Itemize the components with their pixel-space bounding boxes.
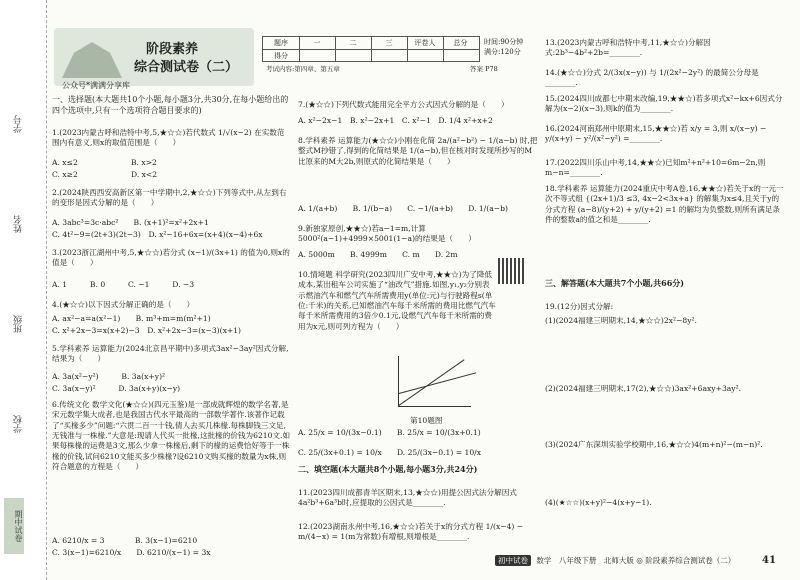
q10-options-cd: C. 25/(3x+0.1) = 10/x D. 25/(3x−0.1) = 10/x [298, 447, 481, 457]
q6-options-ab: A. 6210/x = 3 B. 3(x−1)=6210 [52, 535, 198, 545]
question-11: 11.(2023四川成都青羊区期末,13,★☆☆)用提公因式法分解因式4a²b³+6a³b时,应提取的公因式是________. [298, 487, 517, 508]
q5-options-cd: C. 3a(x−y)² D. 3a(x+y)(x−y) [52, 383, 181, 393]
school-label: 学校 [14, 415, 24, 433]
score-header-cell: 题序 [263, 37, 300, 49]
figure-10-graph [398, 356, 471, 407]
title-line1: 阶段素养 [146, 42, 199, 57]
question-10: 10.情境题 科学研究(2023四川广安中考,★★☆)为了降低成本,某出租车公司实施了“油改气”措施.如图,y₁,y₂分别表示燃油汽车和燃气汽车所需费用y(单位:元)与行驶路程s(单位:千米)的关系,已知燃油汽车每千米所需的费用比燃气汽车每千米所需费用的3倍少0.1元,设燃气汽车每千米所需的费用为x元,则可列方程为（ ） [298, 269, 496, 331]
graph-line-y1 [398, 359, 464, 406]
building-illustration [62, 42, 122, 78]
time-info [484, 38, 523, 58]
section-2-heading: 二、填空题(本大题共8个小题,每小题3分,共24分) [298, 464, 478, 474]
score-cell[interactable] [299, 50, 336, 62]
question-19: 19.(12分)因式分解: [545, 301, 614, 311]
q19-part2: (2)(2024福建三明期末,17(2),★☆☆)3ax²+6axy+3ay². [545, 383, 742, 393]
section-1-heading: 一、选择题(本大题共10个小题,每小题3分,共30分,在每小题给出的四个选项中,只有一个选项符合题目要求的) [52, 95, 289, 115]
q8-options: A. 1/(a+b) B. 1/(b−a) C. −1/(a+b) D. 1/(a−b) [298, 203, 508, 213]
graph-line-y2 [399, 372, 477, 394]
question-14: 14.(★☆☆)分式 2/(3x(x−y)) 与 1/(2x²−2y²) 的最简公分母是________. [545, 67, 759, 88]
score-cell[interactable] [407, 50, 444, 62]
score-cell[interactable] [371, 50, 408, 62]
page-number: 41 [762, 555, 776, 566]
question-13: 13.(2023内蒙古呼和浩特中考,11,★☆☆)分解因式:2b³−4b²+2b=________. [545, 37, 711, 58]
q19-part4: (4)(★☆☆)(x+y)²−4(x+y−1). [545, 497, 652, 507]
question-6: 6.传统文化 数学文化(★☆☆)(四元玉鉴)是一部成就辉煌的数学名著,是宋元数学集大成者,也是我国古代水平最高的一部数学著作.该著作记载了“买椽多少”问题:“六贯二百一十钱,倩人去买几株椽.每株脚钱三文足,无钱准与一株椽.”大意是:现请人代买一批椽,这批椽的价钱为6210文.如果每株椽的运费是3文,那么少拿一株椽后,剩下的椽的运费恰好等于一株椽的价钱,试问6210文能买多少株椽?设6210文购买椽的数量为x株,则符合题意的方程是（ ） [52, 399, 291, 472]
q4-options-ab: A. ax²−a=a(x²−1) B. m³+m=m(m²+1) [52, 313, 211, 323]
q6-options-cd: C. 3(x−1)=6210/x D. 6210/(x−1) = 3x [52, 547, 211, 557]
score-row-label: 得分 [263, 50, 300, 62]
question-7: 7.(★☆☆)下列代数式能用完全平方公式因式分解的是（ ） [298, 99, 509, 109]
q2-options-ab: A. 3abc³=3c·abc² B. (x+1)²=x²+2x+1 [52, 217, 209, 227]
footer-text: 数学 八年级下册 北师大版 ◎ 阶段素养综合测试卷（二） [536, 556, 736, 565]
score-cell[interactable] [335, 50, 372, 62]
question-4: 4.(★☆☆)以下因式分解正确的是（ ） [52, 299, 195, 309]
score-header-cell: 评卷人 [407, 37, 444, 49]
full-score-text: 满分:120分 [484, 47, 521, 56]
question-3: 3.(2023浙江湖州中考,5,★☆☆)若分式 (x−1)/(3x+1) 的值为0,则x的值是（ ） [52, 247, 290, 268]
question-15: 15.(2024四川成都七中期末改编,19,★★☆)若多项式x²−kx+6因式分解为(x−2)(x−3),则k的值为________. [545, 93, 783, 114]
score-table [262, 36, 480, 62]
figure-10-caption: 第10题图 [410, 415, 443, 425]
question-5: 5.学科素养 运算能力(2024北京昌平期中)多项式3ax²−3ay²因式分解,结果为（ ） [52, 343, 289, 364]
score-header-cell: 总分 [453, 39, 468, 47]
q19-part3: (3)(2024广东深圳实验学校期中,16,★☆☆)4(m+n)²−(m−n)². [545, 439, 763, 449]
score-header-cell: 一 [299, 37, 336, 49]
q10-options-ab: A. 25/x = 10/(3x−0.1) B. 25/x = 10/(3x+0.1) [298, 427, 481, 437]
score-header-cell: 二 [335, 37, 372, 49]
question-1: 1.(2023内蒙古呼和浩特中考,5,★☆☆)若代数式 1/√(x−2) 在实数范围内有意义,则x的取值范围是（ ） [52, 127, 285, 148]
title-banner [54, 28, 254, 86]
public-account-text: 公众号*满满分享库 [62, 81, 130, 90]
question-9: 9.新独家原创,★★☆)若a−1=m,计算5000²(a−1)+4999×5001(1−a)的结果是（ ） [298, 223, 476, 244]
q19-part1: (1)(2024福建三明期末,14,★☆☆)2x²−8y². [545, 315, 697, 325]
question-17: 17.(2022四川乐山中考,14,★★☆)已知m²+n²+10=6m−2n,则m−n=________. [545, 157, 766, 178]
question-8: 8.学科素养 运算能力(★☆☆)小刚在化简 2a/(a²−b²) − 1/(a−b) 时,把整式M抄错了,得到的化简结果是 1/(a−b),但在核对时发现所抄写的M比原来的M大2b,则原式的化简结果是（ ） [298, 135, 538, 166]
question-12: 12.(2023湖南永州中考,16,★☆☆)若关于x的分式方程 1/(x−4) − m/(4−x) = 1(m为常数)有增根,则增根是________. [298, 521, 524, 542]
q5-options-ab: A. 3a(x²−y²) B. 3a(x+y)² [52, 371, 166, 381]
exam-scope: 考试内容:第四章、第五章 [266, 65, 340, 73]
score-cell[interactable] [443, 50, 478, 62]
question-18: 18.学科素养 运算能力(2024重庆中考A卷,16,★★☆)若关于x的一元一次不等式组 {(2x+1)/3 ≤3, 4x−2<3x+a} 的解集为x≤4,且关于y的分式方程 (a−8)/(y+2) + y/(y+2) =1 的解均为负整数,则所有满足条件的整数a的值之和是________. [545, 183, 784, 224]
time-text: 时间:90分钟 [484, 38, 524, 46]
page-footer [495, 555, 735, 566]
q3-options: A. 1 B. 0 C. −1 D. −3 [52, 279, 195, 289]
class-label: 班级 [14, 315, 24, 333]
title-line2: 综合测试卷（二） [134, 60, 239, 75]
answer-ref: 答案 P78 [470, 65, 498, 73]
footer-badge: 初中试卷 [495, 555, 531, 566]
binding-strip [0, 0, 47, 580]
q4-options-cd: C. x²+2x−3=x(x+2)−3 D. x²+2x−3=(x−3)(x+1) [52, 325, 242, 335]
q2-options-cd: C. 4t²−9=(2t+3)(2t−3) D. x²−16+6x=(x+4)(x−4)+6x [52, 229, 263, 239]
question-16: 16.(2024河南郑州中原期末,15,★★☆)若 x/y = 3,则 x/(x−y) − y/(x+y) − y²/(x²−y²) =________. [545, 123, 767, 144]
q1-options-cd: C. x≥2 D. x<2 [52, 169, 158, 179]
score-header-cell: 三 [371, 37, 408, 49]
student-id-label: 学号 [14, 115, 24, 133]
exam-badge: 期中试卷 [4, 498, 24, 554]
question-2: 2.(2024陕西西安高新区第一中学期中,2,★☆☆)下列等式中,从左到右的变形是因式分解的是（ ） [52, 187, 287, 208]
q9-options: A. 5000m B. 4999m C. m D. 2m [298, 249, 458, 259]
section-3-heading: 三、解答题(本大题共7个小题,共66分) [545, 278, 685, 288]
q1-options-ab: A. x≤2 B. x>2 [52, 157, 157, 167]
q7-options: A. x²−2x−1 B. x²−2x+1 C. x²−1 D. 1/4 x²+x+2 [298, 115, 493, 125]
qr-code[interactable] [498, 258, 524, 284]
name-label: 姓名 [14, 215, 24, 233]
